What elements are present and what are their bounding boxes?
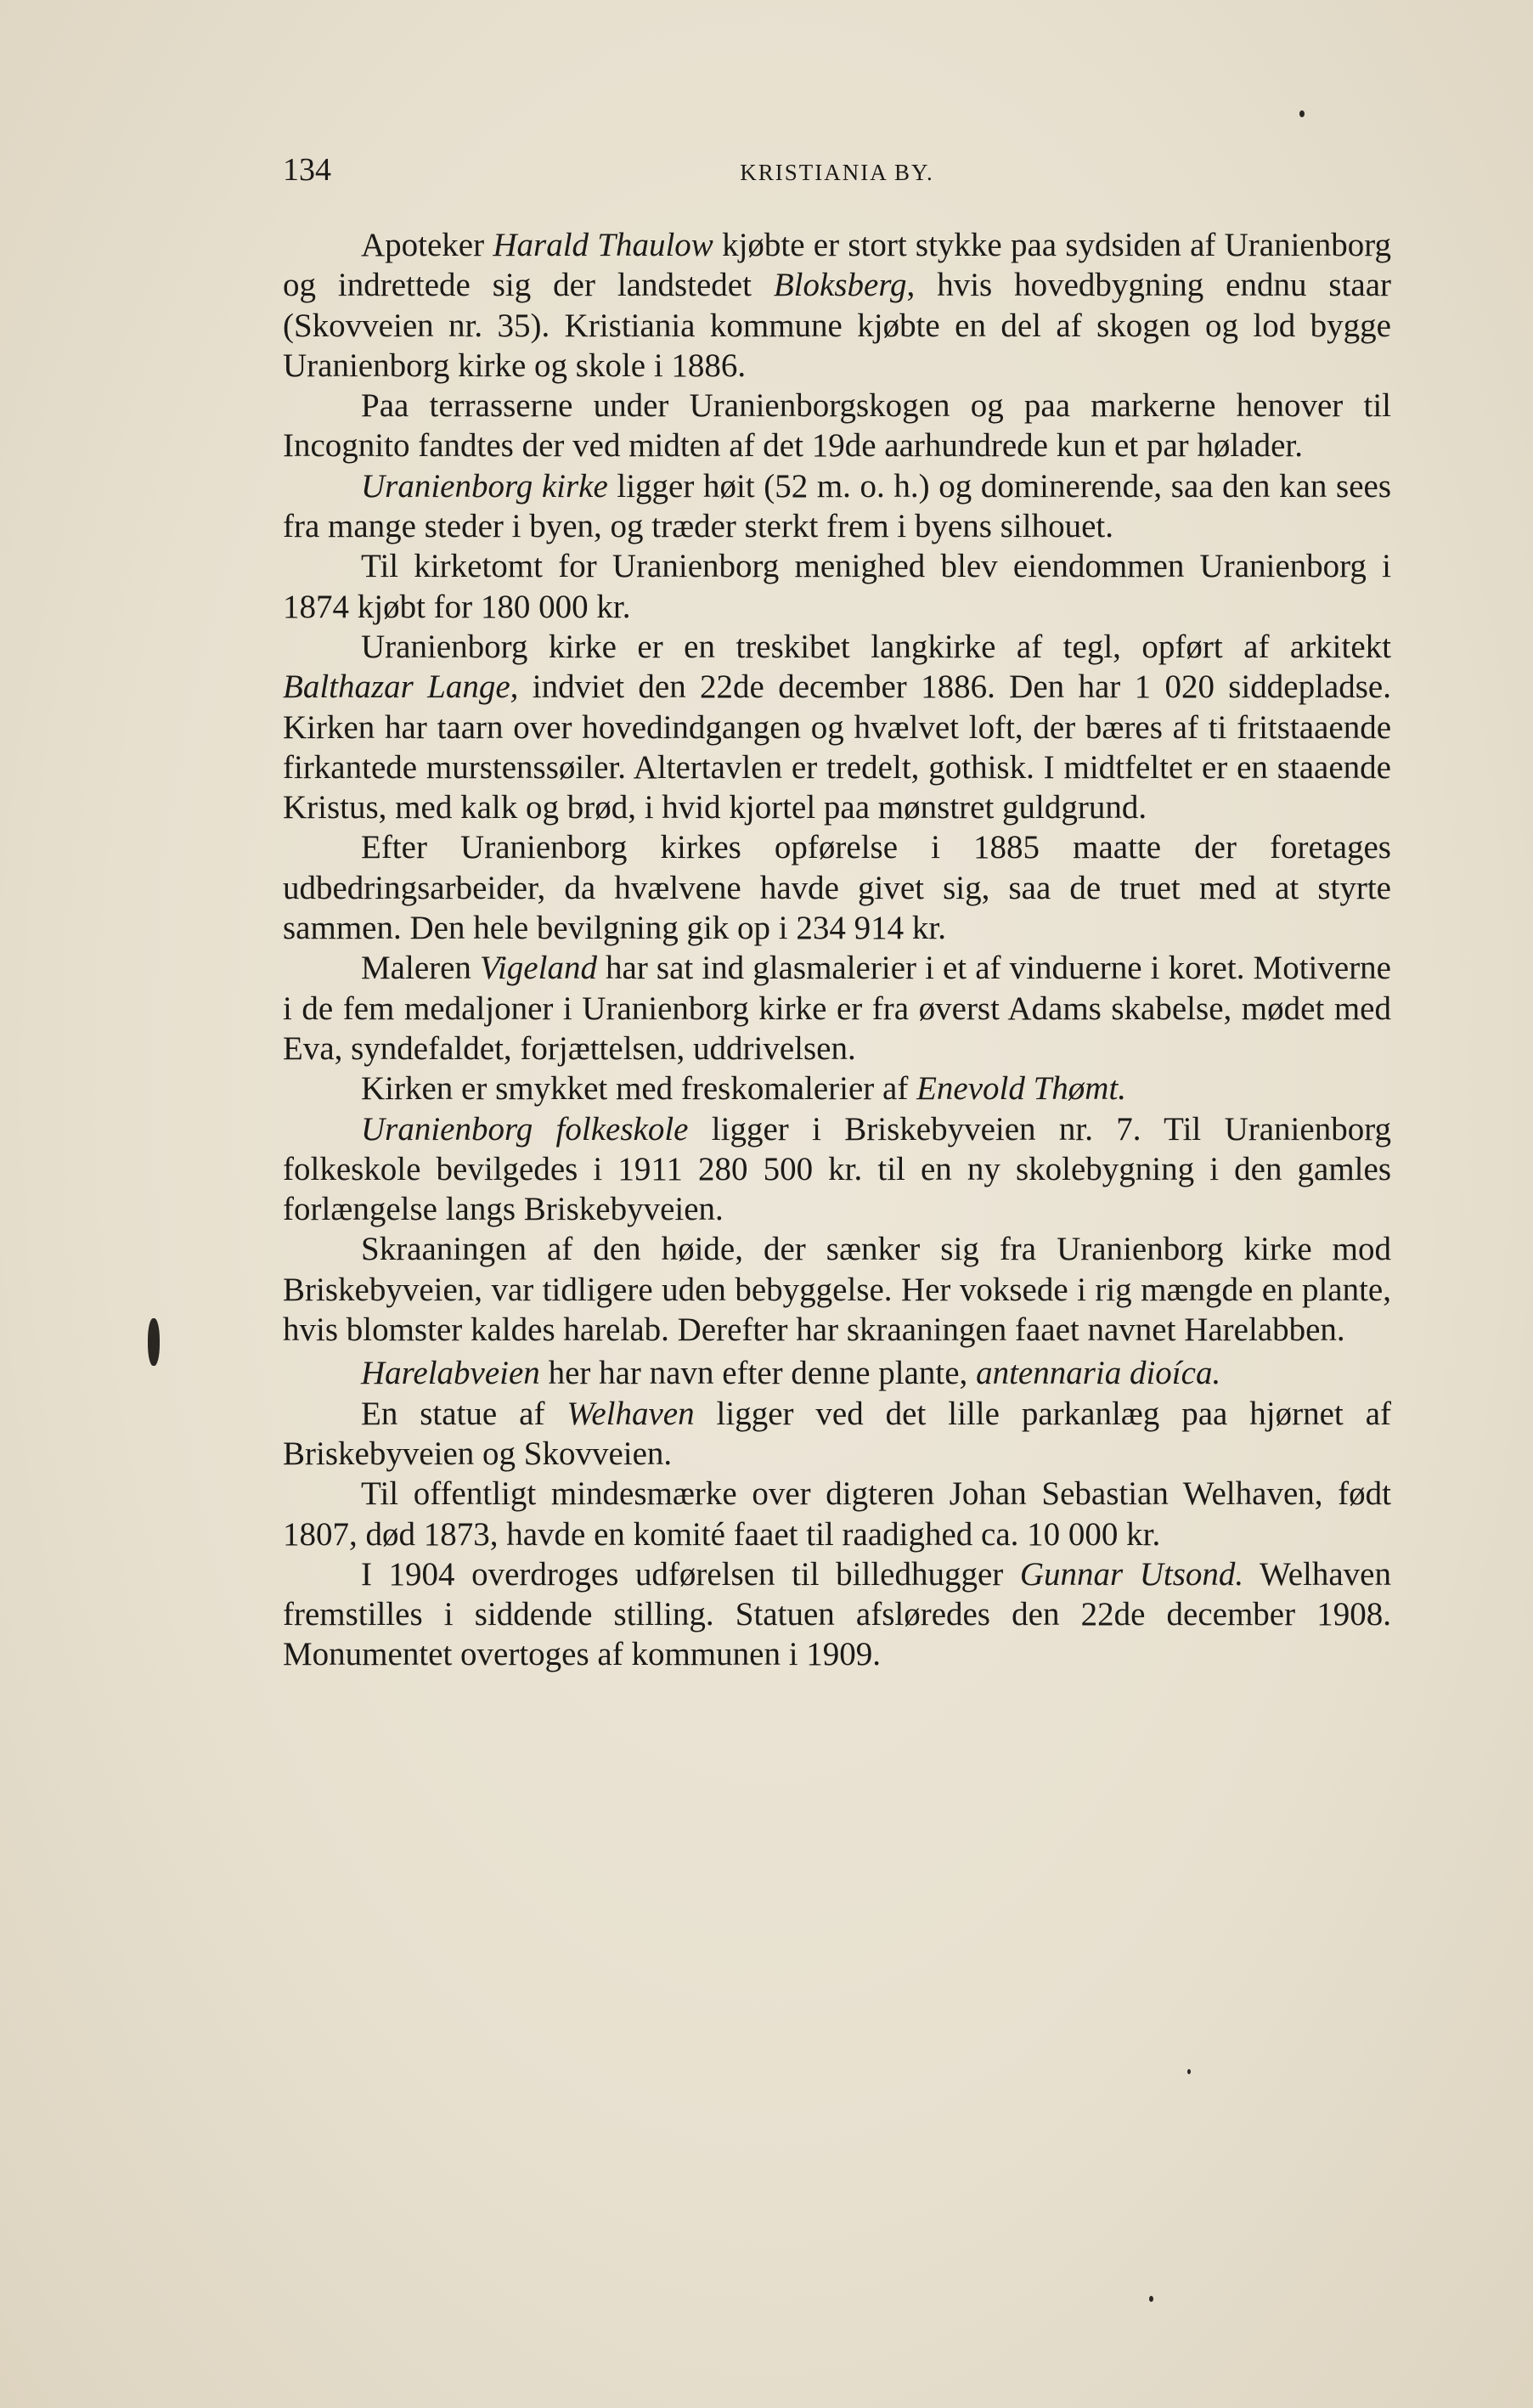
ink-speck: [1149, 2296, 1153, 2302]
paragraph: [283, 948, 1391, 1069]
italic-text: Welhaven: [566, 1395, 695, 1432]
text-run: Paa terrasserne under Uranienborgskogen og paa markerne henover til Incognito fandtes der ved midten af det 19de aarhundrede kun et par hølader.: [283, 387, 1391, 465]
paragraph: [283, 1109, 1391, 1230]
paragraph: [283, 1554, 1391, 1675]
page-number: 134: [283, 152, 331, 188]
text-run: Kirken er smykket med freskomalerier af: [361, 1070, 917, 1108]
italic-text: Harald Thaulow: [493, 227, 713, 263]
italic-text: Gunnar Utsond.: [1019, 1555, 1244, 1593]
text-run: Uranienborg kirke er en treskibet langkirke af tegl, opført af arkitekt: [361, 628, 1391, 665]
ink-speck: [1299, 110, 1305, 117]
text-run: her har navn efter denne plante,: [539, 1355, 977, 1392]
italic-text: antennaria dioíca.: [976, 1355, 1221, 1392]
text-run: I 1904 overdroges udførelsen til billedhugger: [361, 1555, 1020, 1593]
paragraph: [283, 1229, 1391, 1350]
text-run: ligger ved det lille parkanlæg paa hjørnet af Briskebyveien og Skovveien.: [283, 1395, 1391, 1472]
paragraph: [283, 225, 1391, 386]
italic-text: Uranienborg folkeskole: [361, 1110, 689, 1148]
italic-text: Enevold Thømt.: [916, 1070, 1127, 1108]
italic-text: Vigeland: [480, 950, 597, 987]
paragraph: [283, 827, 1391, 948]
italic-text: Balthazar Lange,: [283, 668, 519, 706]
paragraph: [283, 627, 1391, 827]
text-run: indviet den 22de december 1886. Den har 1 020 siddepladse. Kirken har taarn over hovedindgangen og hvælvet loft, der bæres af ti fritstaaende firkantede murstenssøiler. Altertavlen er tredelt, gothisk. I midtfeltet er en staaende Kristus, med kalk og brød, i hvid kjortel paa mønstret guldgrund.: [283, 668, 1391, 826]
text-run: ligger i Briskebyveien nr. 7. Til Uranienborg folkeskole bevilgedes i 1911 280 500 kr. til en ny skolebygning i den gamles forlængelse langs Briskebyveien.: [283, 1110, 1391, 1228]
paragraph: [283, 546, 1391, 627]
text-run: Maleren: [361, 950, 481, 987]
text-run: Til kirketomt for Uranienborg menighed blev eiendommen Uranienborg i 1874 kjøbt for 180 000 kr.: [283, 548, 1391, 625]
running-title: KRISTIANIA BY.: [740, 160, 934, 185]
paragraph: [283, 1069, 1391, 1108]
ink-speck: [1187, 2069, 1191, 2074]
page-header: [283, 151, 1391, 202]
paragraph: [283, 466, 1391, 547]
text-run: har sat ind glasmalerier i et af vinduerne i koret. Motiverne i de fem medaljoner i Uranienborg kirke er fra øverst Adams skabelse, mødet med Eva, syndefaldet, forjættelsen, uddrivelsen.: [283, 950, 1391, 1067]
text-run: Skraaningen af den høide, der sænker sig fra Uranienborg kirke mod Briskebyveien, var tidligere uden bebyggelse. Her voksede i rig mængde en plante, hvis blomster kaldes harelab. Derefter har skraaningen faaet navnet Harelabben.: [283, 1231, 1391, 1349]
ink-blot: [148, 1318, 160, 1366]
paragraph: [283, 1353, 1391, 1393]
text-run: Apoteker: [361, 227, 493, 263]
paragraph: [283, 1394, 1391, 1475]
italic-text: Harelabveien: [361, 1355, 540, 1392]
text-run: Til offentligt mindesmærke over digteren Johan Sebastian Welhaven, født 1807, død 1873, havde en komité faaet til raadighed ca. 10 000 kr.: [283, 1475, 1391, 1553]
paragraph: [283, 1474, 1391, 1554]
text-run: , hvis hovedbygning endnu staar (Skovveien nr. 35). Kristiania kommune kjøbte en del af skogen og lod bygge Uranienborg kirke og skole i 1886.: [283, 267, 1391, 384]
paragraph: [283, 386, 1391, 466]
body-text: [283, 225, 1391, 1675]
text-run: Welhaven fremstilles i siddende stilling. Statuen afsløredes den 22de december 1908. Monumentet overtoges af kommunen i 1909.: [283, 1555, 1391, 1673]
italic-text: Bloksberg: [773, 267, 907, 304]
italic-text: Uranienborg kirke: [361, 467, 608, 505]
text-run: kjøbte er stort stykke paa sydsiden af Uranienborg og indrettede sig der landstedet: [283, 227, 1392, 304]
text-run: Efter Uranienborg kirkes opførelse i 1885 maatte der foretages udbedringsarbeider, da hvælvene havde givet sig, saa de truet med at styrte sammen. Den hele bevilgning gik op i 234 914 kr.: [283, 829, 1391, 947]
text-run: ligger høit (52 m. o. h.) og dominerende, saa den kan sees fra mange steder i byen, og træder sterkt frem i byens silhouet.: [283, 467, 1391, 545]
text-run: En statue af: [361, 1395, 567, 1432]
